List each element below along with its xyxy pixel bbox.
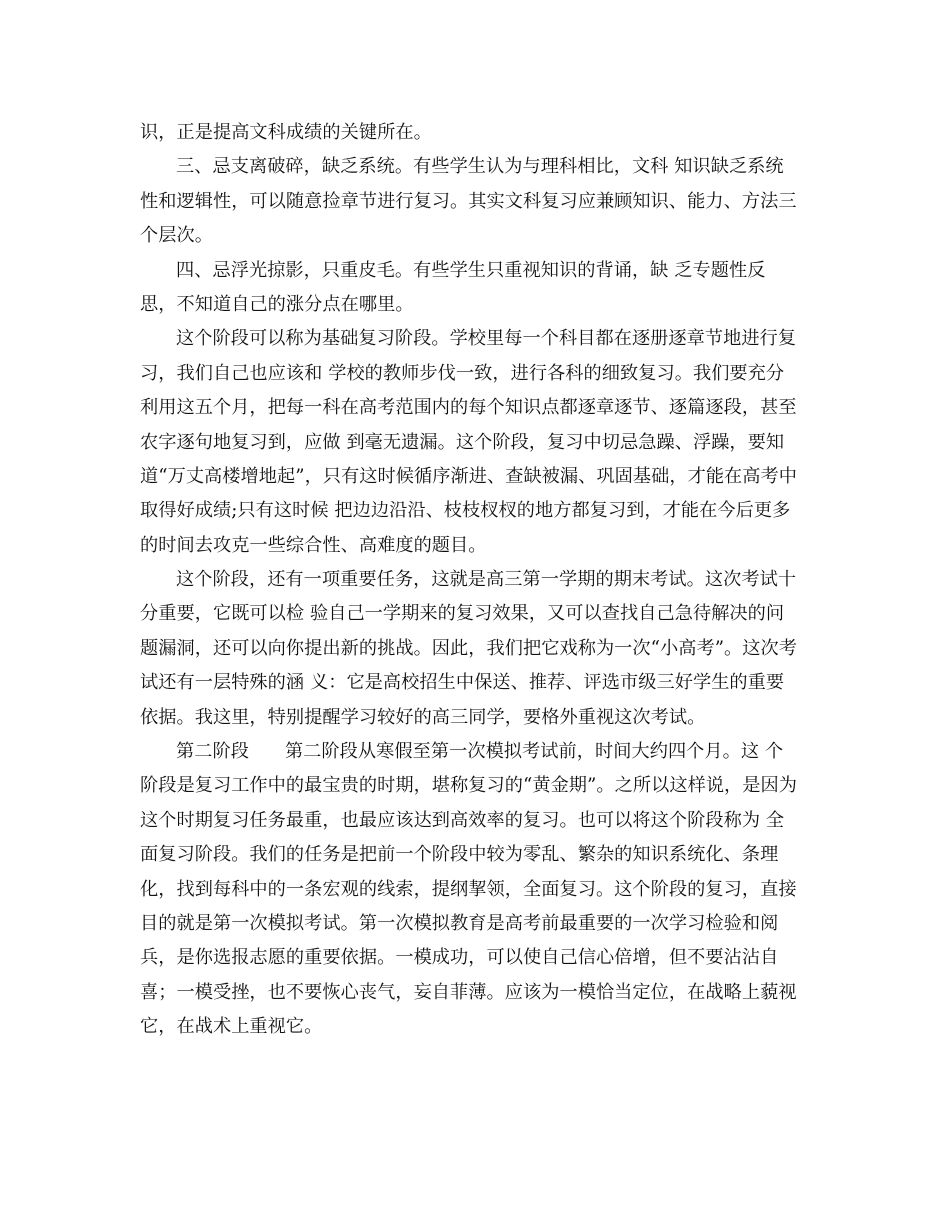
text-line-24: 目的就是第一次模拟考试。第一次模拟教育是高考前最重要的一次学习检验和阅 (140, 912, 779, 934)
text-line-9: 利用这五个月，把每一科在高考范围内的每个知识点都逐章逐节、逐篇逐段，甚至 (140, 397, 797, 419)
text-line-17: 试还有一层特殊的涵 义：它是高校招生中保送、推荐、评选市级三好学生的重要 (140, 672, 785, 694)
text-line-7: 这个阶段可以称为基础复习阶段。学校里每一个科目都在逐册逐章节地进行复 (176, 328, 797, 350)
text-line-2: 三、忌支离破碎，缺乏系统。有些学生认为与理科相比，文科 知识缺乏系统 (176, 156, 784, 178)
text-line-19 (140, 735, 812, 769)
text-line-26: 喜；一模受挫，也不要恢心丧气，妄自菲薄。应该为一模恰当定位，在战略上藐视 (140, 981, 797, 1003)
text-line-20: 阶段是复习工作中的最宝贵的时期，堪称复习的“黄金期”。之所以这样说，是因为 (140, 775, 798, 797)
text-line-4: 个层次。 (140, 225, 213, 247)
text-line-3: 性和逻辑性，可以随意捡章节进行复习。其实文科复习应兼顾知识、能力、方法三 (140, 190, 797, 212)
section-heading: 第二阶段 (176, 741, 249, 763)
text-line-11: 道“万丈高楼增地起”，只有这时候循序渐进、查缺被漏、巩固基础，才能在高考中 (140, 465, 798, 487)
text-line-22: 面复习阶段。我们的任务是把前一个阶段中较为零乱、繁杂的知识系统化、条理 (140, 844, 779, 866)
text-line-1: 识，正是提高文科成绩的关键所在。 (140, 122, 432, 143)
text-line-23: 化，找到每科中的一条宏观的线索，提纲挈领，全面复习。这个阶段的复习，直接 (140, 878, 797, 900)
section-heading-text: 第二阶段从寒假至第一次模拟考试前，时间大约四个月。这 个 (284, 741, 784, 763)
text-line-18: 依据。我这里，特别提醒学习较好的高三同学，要格外重视这次考试。 (140, 706, 706, 728)
text-line-6: 思，不知道自己的涨分点在哪里。 (140, 293, 414, 315)
text-line-21: 这个时期复习任务最重，也最应该达到高效率的复习。也可以将这个阶段称为 全 (140, 809, 785, 831)
document-page (140, 116, 812, 1045)
text-line-8: 习，我们自己也应该和 学校的教师步伐一致，进行各科的细致复习。我们要充分 (140, 362, 785, 384)
text-line-13: 的时间去攻克一些综合性、高难度的题目。 (140, 534, 487, 556)
text-line-16: 题漏洞，还可以向你提出新的挑战。因此，我们把它戏称为一次“小高考”。这次考 (140, 637, 798, 659)
text-line-25: 兵，是你选报志愿的重要依据。一模成功，可以使自己信心倍增，但不要沾沾自 (140, 947, 779, 969)
text-line-14: 这个阶段，还有一项重要任务，这就是高三第一学期的期末考试。这次考试十 (176, 569, 797, 591)
text-line-15: 分重要，它既可以检 验自己一学期来的复习效果，又可以查找自己急待解决的问 (140, 603, 785, 625)
text-line-12: 取得好成绩;只有这时候 把边边沿沿、枝枝杈杈的地方都复习到，才能在今后更多 (140, 500, 791, 522)
text-line-10: 农字逐句地复习到，应做 到毫无遗漏。这个阶段，复习中切忌急躁、浮躁，要知 (140, 431, 785, 453)
text-line-5: 四、忌浮光掠影，只重皮毛。有些学生只重视知识的背诵，缺 乏专题性反 (176, 259, 766, 281)
text-line-27: 它，在战术上重视它。 (140, 1016, 323, 1038)
